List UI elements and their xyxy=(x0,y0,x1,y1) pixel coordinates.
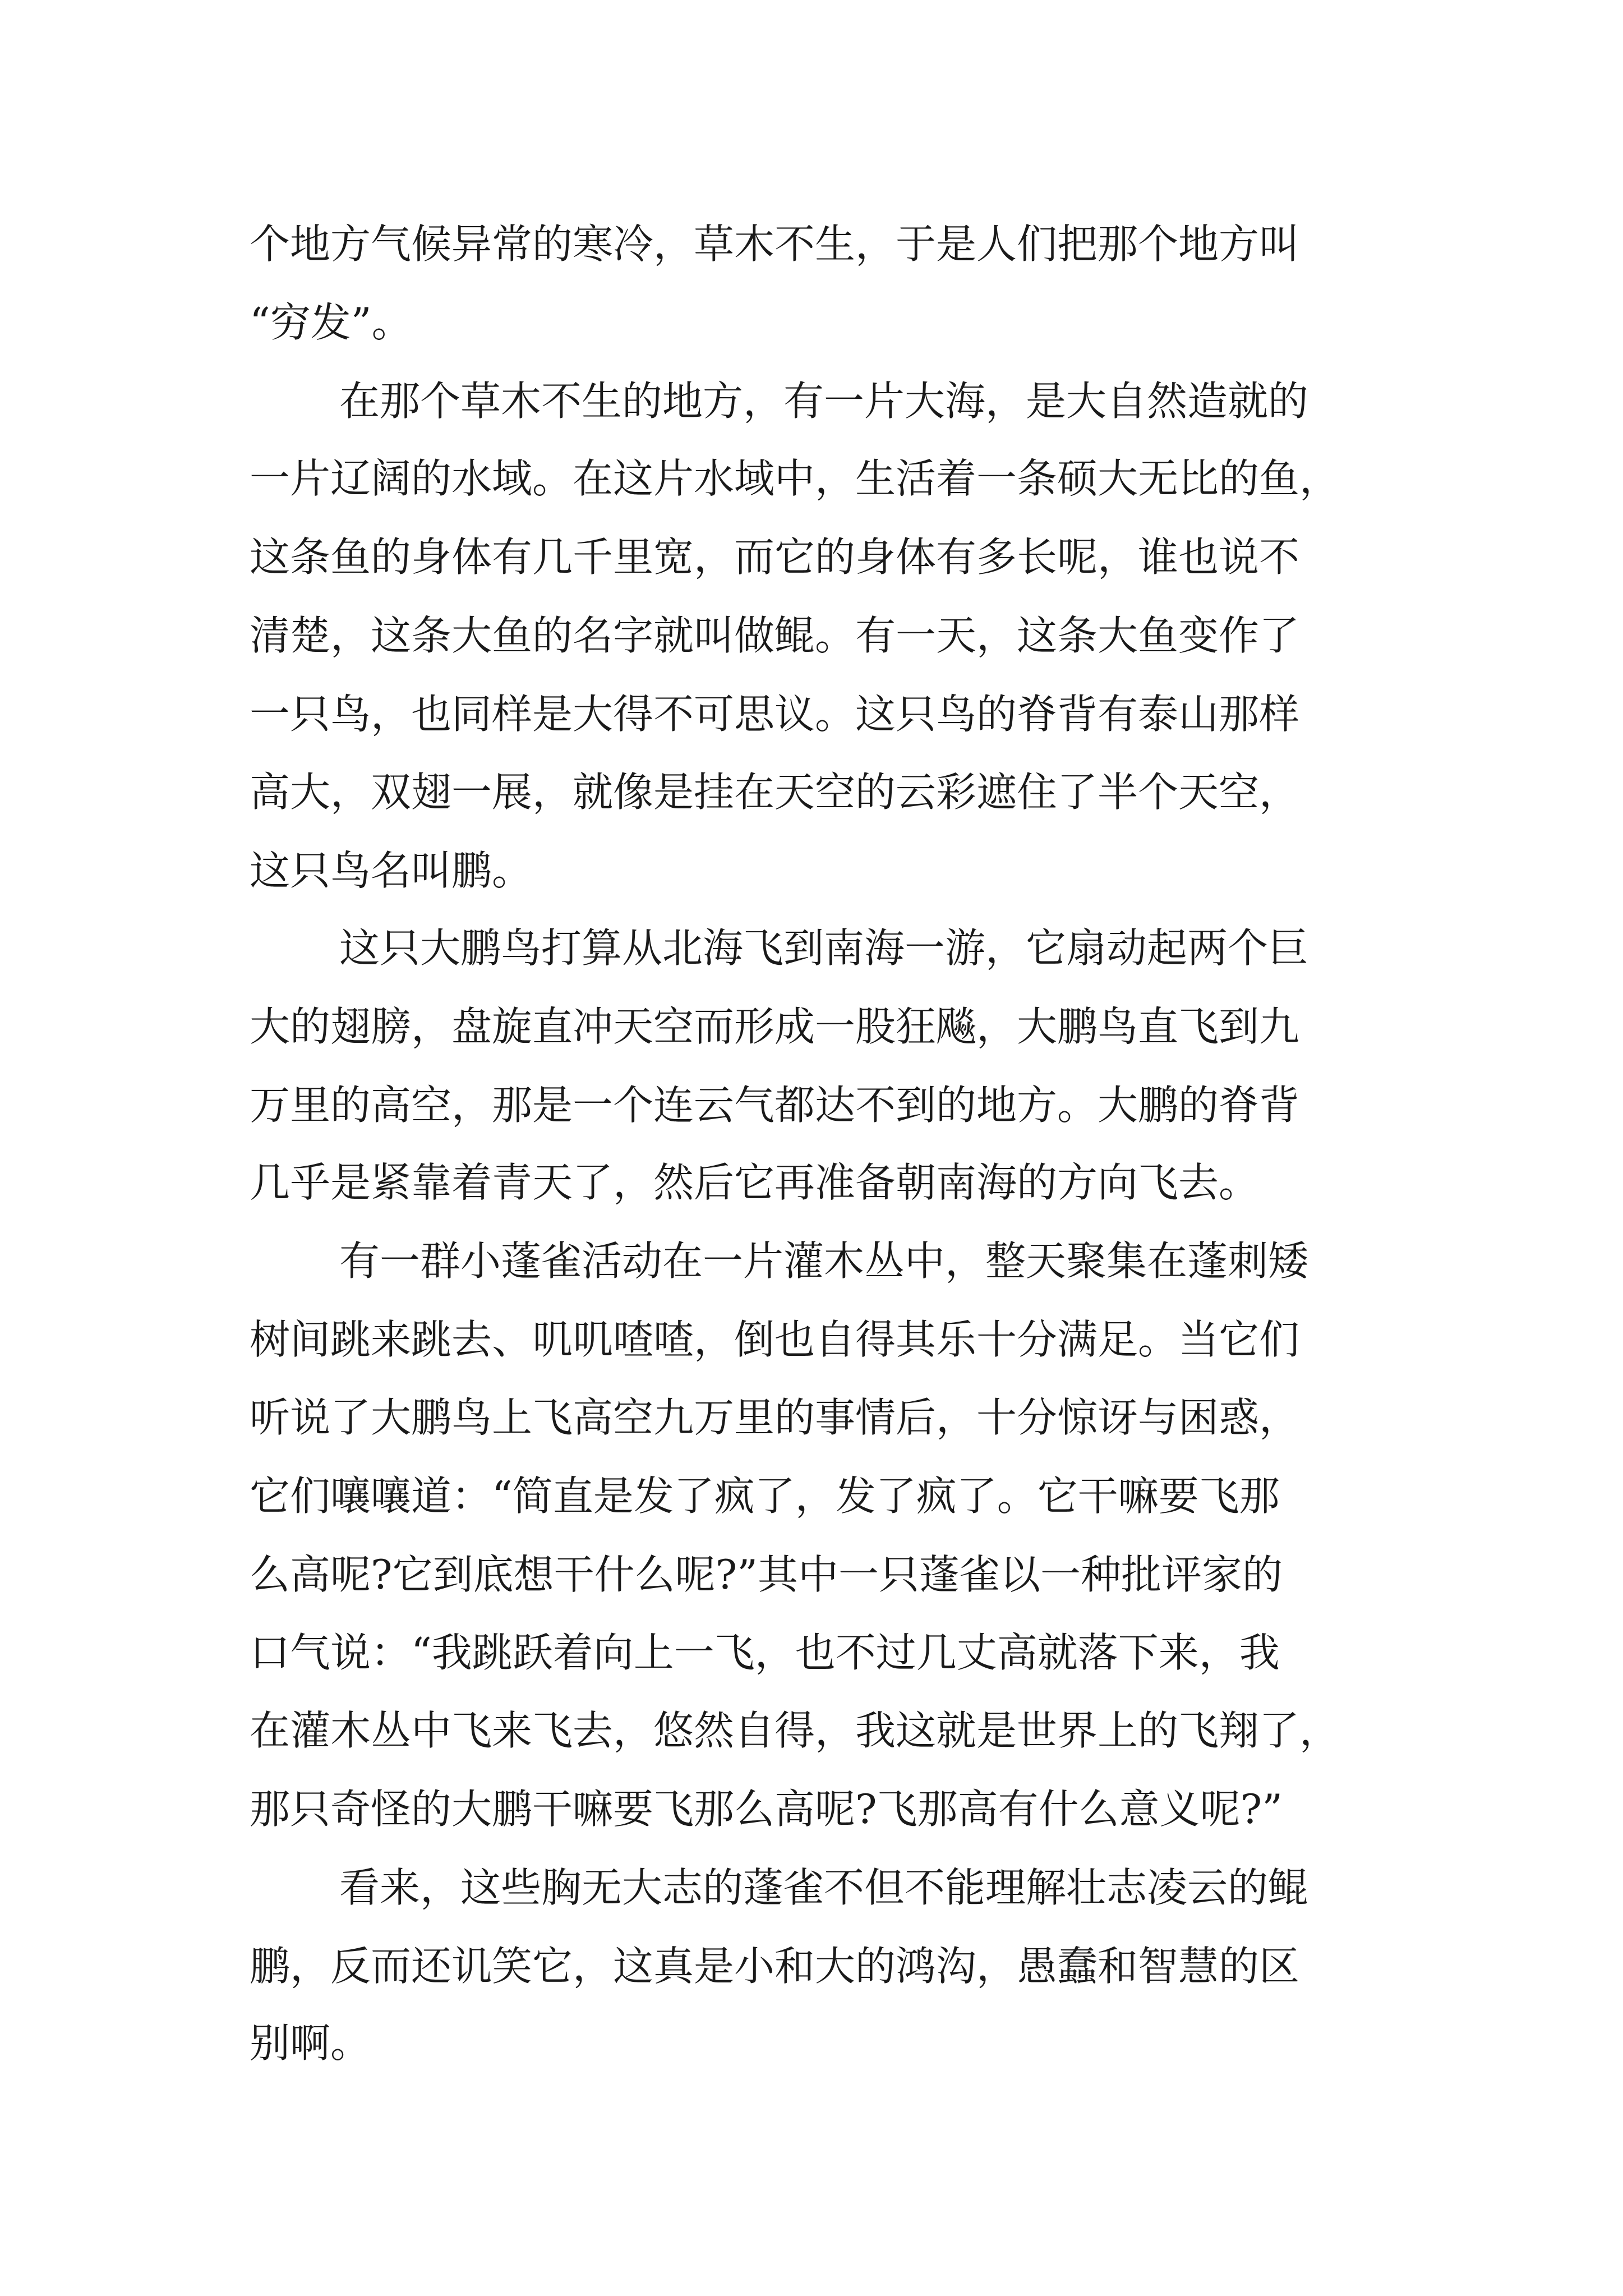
text-line: 万里的高空，那是一个连云气都达不到的地方。大鹏的脊背 xyxy=(250,1082,1300,1129)
text-line: 清楚，这条大鱼的名字就叫做鲲。有一天，这条大鱼变作了 xyxy=(250,612,1300,659)
text-line: 看来，这些胸无大志的蓬雀不但不能理解壮志凌云的鲲 xyxy=(339,1864,1309,1911)
text-line: 大的翅膀，盘旋直冲天空而形成一股狂飚，大鹏鸟直飞到九 xyxy=(250,1003,1300,1050)
text-line: 树间跳来跳去、叽叽喳喳，倒也自得其乐十分满足。当它们 xyxy=(250,1316,1300,1363)
text-line: 这条鱼的身体有几千里宽，而它的身体有多长呢，谁也说不 xyxy=(250,533,1300,581)
text-line: 口气说：“我跳跃着向上一飞，也不过几丈高就落下来，我 xyxy=(250,1629,1280,1676)
text-line: 在灌木丛中飞来飞去，悠然自得，我这就是世界上的飞翔了， xyxy=(250,1707,1340,1754)
text-line: 那只奇怪的大鹏干嘛要飞那么高呢?飞那高有什么意义呢?” xyxy=(250,1786,1283,1833)
text-line: 么高呢?它到底想干什么呢?”其中一只蓬雀以一种批评家的 xyxy=(250,1551,1283,1598)
text-line: 有一群小蓬雀活动在一片灌木丛中，整天聚集在蓬刺矮 xyxy=(339,1237,1309,1285)
text-line: “穷发”。 xyxy=(250,299,412,346)
text-line: 高大，双翅一展，就像是挂在天空的云彩遮住了半个天空， xyxy=(250,769,1300,816)
text-line: 在那个草木不生的地方，有一片大海，是大自然造就的 xyxy=(339,378,1309,425)
text-line: 这只鸟名叫鹏。 xyxy=(250,847,533,894)
text-line: 它们嚷嚷道：“简直是发了疯了，发了疯了。它干嘛要飞那 xyxy=(250,1473,1280,1520)
text-line: 一片辽阔的水域。在这片水域中，生活着一条硕大无比的鱼， xyxy=(250,455,1340,502)
text-line: 一只鸟，也同样是大得不可思议。这只鸟的脊背有泰山那样 xyxy=(250,691,1300,738)
text-line: 听说了大鹏鸟上飞高空九万里的事情后，十分惊讶与困惑， xyxy=(250,1394,1300,1441)
text-line: 鹏，反而还讥笑它，这真是小和大的鸿沟，愚蠢和智慧的区 xyxy=(250,1943,1300,1990)
text-line: 别啊。 xyxy=(250,2019,371,2067)
text-line: 这只大鹏鸟打算从北海飞到南海一游，它扇动起两个巨 xyxy=(339,924,1309,972)
text-line: 几乎是紧靠着青天了，然后它再准备朝南海的方向飞去。 xyxy=(250,1159,1260,1206)
text-line: 个地方气候异常的寒冷，草木不生，于是人们把那个地方叫 xyxy=(250,220,1300,268)
